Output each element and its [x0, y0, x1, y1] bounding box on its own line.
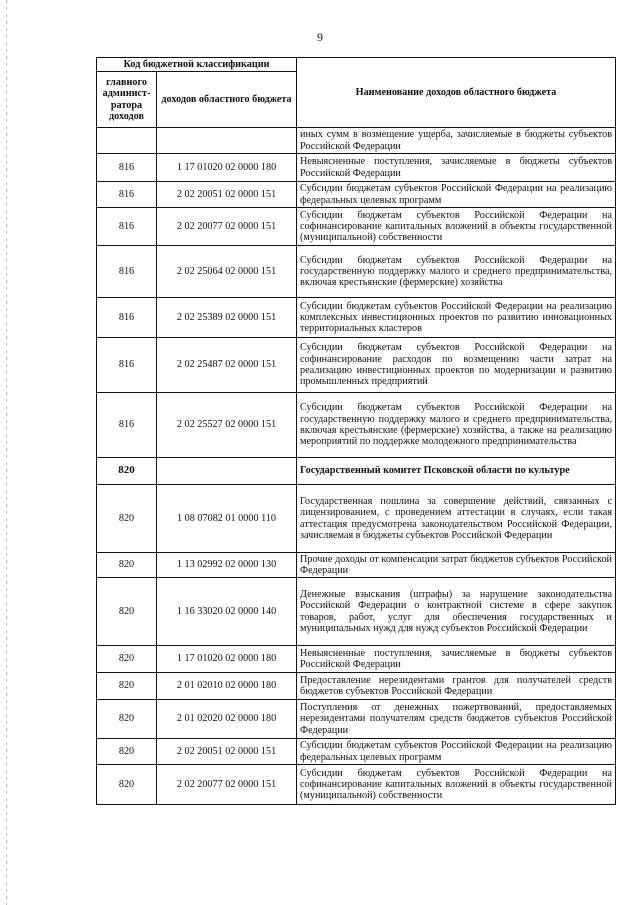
cell-income-name: Предоставление нерезидентами грантов для получателей средств бюджетов субъектов Российской Федерации	[297, 673, 616, 700]
cell-admin-code: 820	[97, 485, 157, 553]
table-row-section	[97, 458, 616, 485]
cell-income-code: 2 02 20077 02 0000 151	[157, 765, 297, 805]
header-income-code: доходов областного бюджета	[157, 72, 297, 128]
header-income-name: Наименование доходов областного бюджета	[297, 58, 616, 128]
cell-income-name: Государственная пошлина за совершение действий, связанных с лицензированием, с проведением аттестации в случаях, если такая аттестация предусмотрена законодательством Российской Федерации, зачисляемая в бюджеты субъектов Российской Федерации	[297, 485, 616, 553]
scan-edge	[6, 0, 7, 905]
cell-admin-code: 820	[97, 553, 157, 578]
cell-income-name: Субсидии бюджетам субъектов Российской Федерации на государственную поддержку малого и среднего предпринимательства, включая крестьянские (фермерские) хозяйства	[297, 246, 616, 298]
cell-income-name: Денежные взыскания (штрафы) за нарушение законодательства Российской Федерации о контрактной системе в сфере закупок товаров, работ, услуг для обеспечения государственных и муниципальных нужд для нужд субъектов Российской Федерации	[297, 578, 616, 646]
cell-admin-code: 820	[97, 673, 157, 700]
cell-section-title: Государственный комитет Псковской области по культуре	[297, 458, 616, 485]
cell-admin-code: 816	[97, 393, 157, 458]
cell-admin-code: 816	[97, 208, 157, 246]
table-row	[97, 553, 616, 578]
table-row	[97, 154, 616, 182]
cell-income-code: 1 08 07082 01 0000 110	[157, 485, 297, 553]
cell-admin-code: 820	[97, 700, 157, 739]
cell-income-code: 2 02 20051 02 0000 151	[157, 739, 297, 765]
cell-income-name: Субсидии бюджетам субъектов Российской Федерации на реализацию федеральных целевых программ	[297, 182, 616, 208]
cell-income-code: 2 02 25527 02 0000 151	[157, 393, 297, 458]
table-body	[97, 128, 616, 805]
header-chief-administrator: главного админист-ратора доходов	[97, 72, 157, 128]
table-row	[97, 338, 616, 393]
table-row	[97, 246, 616, 298]
cell-income-name: Невыясненные поступления, зачисляемые в бюджеты субъектов Российской Федерации	[297, 646, 616, 673]
cell-income-code: 2 02 20077 02 0000 151	[157, 208, 297, 246]
cell-admin-code: 816	[97, 182, 157, 208]
cell-income-code: 1 17 01020 02 0000 180	[157, 154, 297, 182]
cell-income-code: 2 02 25389 02 0000 151	[157, 298, 297, 338]
cell-income-name: Субсидии бюджетам субъектов Российской Федерации на государственную поддержку малого и среднего предпринимательства, включая крестьянские (фермерские) хозяйства, а также на реализацию мероприятий по поддержке молодежного предпринимательства	[297, 393, 616, 458]
cell-income-code	[157, 458, 297, 485]
cell-income-name: иных сумм в возмещение ущерба, зачисляемые в бюджеты субъектов Российской Федерации	[297, 128, 616, 154]
cell-income-name: Субсидии бюджетам субъектов Российской Федерации на софинансирование расходов по возмещению части затрат на реализацию инвестиционных проектов по модернизации и развитию промышленных предприятий	[297, 338, 616, 393]
table-row	[97, 182, 616, 208]
cell-income-code: 2 02 20051 02 0000 151	[157, 182, 297, 208]
cell-income-name: Субсидии бюджетам субъектов Российской Федерации на софинансирование капитальных вложений в объекты государственной (муниципальной) собственности	[297, 765, 616, 805]
table-row	[97, 739, 616, 765]
table-row	[97, 700, 616, 739]
cell-income-code: 2 01 02020 02 0000 180	[157, 700, 297, 739]
cell-admin-code	[97, 128, 157, 154]
cell-income-name: Прочие доходы от компенсации затрат бюджетов субъектов Российской Федерации	[297, 553, 616, 578]
cell-income-code: 2 01 02010 02 0000 180	[157, 673, 297, 700]
cell-admin-code: 816	[97, 154, 157, 182]
cell-admin-code: 816	[97, 246, 157, 298]
cell-admin-code: 820	[97, 578, 157, 646]
cell-income-name: Невыясненные поступления, зачисляемые в бюджеты субъектов Российской Федерации	[297, 154, 616, 182]
cell-income-name: Поступления от денежных пожертвований, предоставляемых нерезидентами получателям средств бюджетов субъектов Российской Федерации	[297, 700, 616, 739]
cell-income-code: 1 16 33020 02 0000 140	[157, 578, 297, 646]
table-row	[97, 485, 616, 553]
cell-income-name: Субсидии бюджетам субъектов Российской Федерации на реализацию комплексных инвестиционных проектов по развитию инновационных территориальных кластеров	[297, 298, 616, 338]
table-row	[97, 298, 616, 338]
cell-admin-code: 820	[97, 458, 157, 485]
cell-admin-code: 820	[97, 765, 157, 805]
page-number: 9	[317, 30, 323, 44]
table-row	[97, 208, 616, 246]
cell-admin-code: 816	[97, 338, 157, 393]
cell-income-code	[157, 128, 297, 154]
cell-admin-code: 820	[97, 739, 157, 765]
table-row	[97, 673, 616, 700]
cell-income-code: 2 02 25064 02 0000 151	[157, 246, 297, 298]
header-classification-code: Код бюджетной классификации	[97, 58, 297, 72]
cell-admin-code: 816	[97, 298, 157, 338]
budget-classification-table	[96, 57, 616, 805]
table-row	[97, 765, 616, 805]
table-row	[97, 578, 616, 646]
cell-income-code: 1 17 01020 02 0000 180	[157, 646, 297, 673]
cell-income-code: 1 13 02992 02 0000 130	[157, 553, 297, 578]
table-row	[97, 393, 616, 458]
cell-admin-code: 820	[97, 646, 157, 673]
cell-income-name: Субсидии бюджетам субъектов Российской Федерации на софинансирование капитальных вложений в объекты государственной (муниципальной) собственности	[297, 208, 616, 246]
table-row	[97, 646, 616, 673]
cell-income-name: Субсидии бюджетам субъектов Российской Федерации на реализацию федеральных целевых программ	[297, 739, 616, 765]
table-row	[97, 128, 616, 154]
cell-income-code: 2 02 25487 02 0000 151	[157, 338, 297, 393]
